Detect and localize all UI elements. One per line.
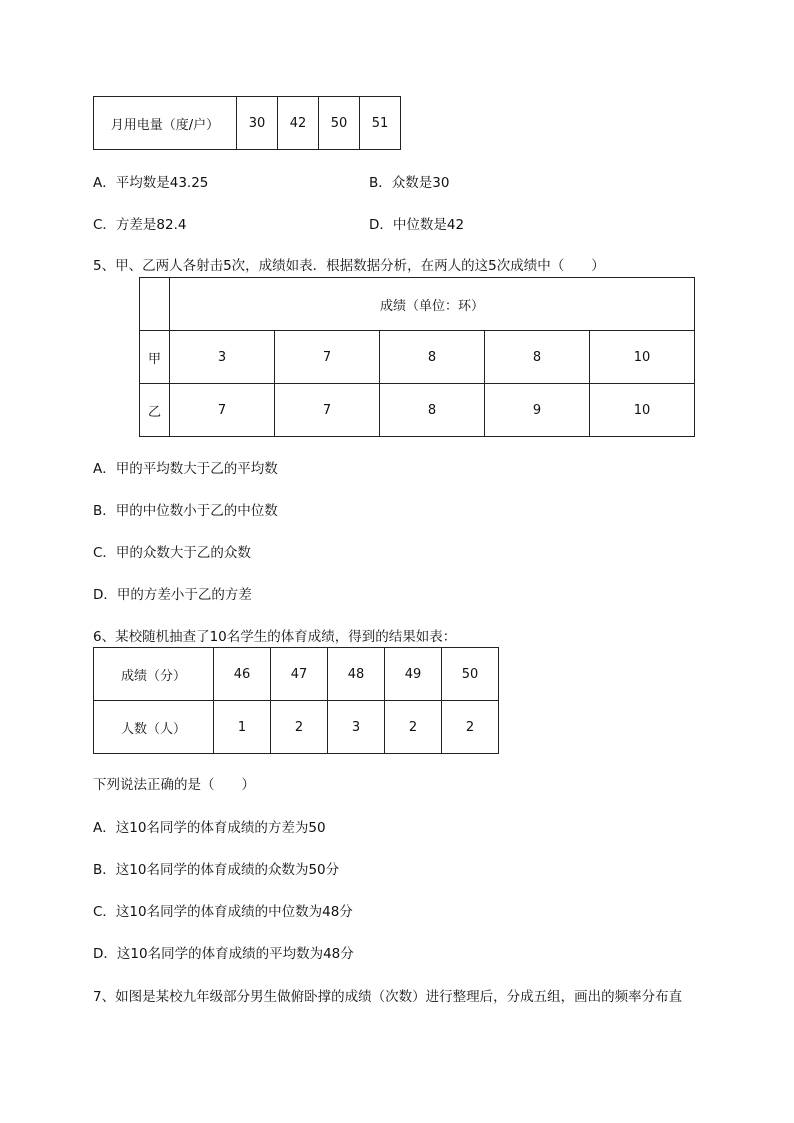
option-b: B．这10名同学的体育成绩的众数为50分 xyxy=(93,862,340,878)
question-6-prompt: 下列说法正确的是（ ） xyxy=(93,777,255,793)
row-label: 月用电量（度/户） xyxy=(94,97,237,150)
table-row xyxy=(140,331,695,384)
shooting-score-table xyxy=(139,277,695,437)
option-b: B．众数是30 xyxy=(369,175,450,191)
table-cell: 3 xyxy=(170,331,275,384)
electricity-table xyxy=(93,96,401,150)
table-row xyxy=(140,384,695,437)
table-header: 成绩（单位：环） xyxy=(170,278,695,331)
option-a: A．平均数是43.25 xyxy=(93,175,209,191)
table-row xyxy=(94,648,499,701)
table-cell: 8 xyxy=(380,384,485,437)
row-label: 甲 xyxy=(140,331,170,384)
table-cell: 46 xyxy=(214,648,271,701)
table-row xyxy=(94,701,499,754)
table-cell: 7 xyxy=(170,384,275,437)
question-5-stem: 5、甲、乙两人各射击5次，成绩如表．根据数据分析，在两人的这5次成绩中（ ） xyxy=(93,258,605,274)
table-cell: 50 xyxy=(442,648,499,701)
question-6-stem: 6、某校随机抽查了10名学生的体育成绩，得到的结果如表： xyxy=(93,629,457,645)
option-a: A．这10名同学的体育成绩的方差为50 xyxy=(93,820,326,836)
table-cell: 2 xyxy=(271,701,328,754)
table-cell: 8 xyxy=(380,331,485,384)
row-label: 乙 xyxy=(140,384,170,437)
table-row xyxy=(94,97,401,150)
table-cell: 7 xyxy=(275,331,380,384)
corner-cell xyxy=(140,278,170,331)
table-cell: 30 xyxy=(237,97,278,150)
option-c: C．甲的众数大于乙的众数 xyxy=(93,545,251,561)
question-7-stem: 7、如图是某校九年级部分男生做俯卧撑的成绩（次数）进行整理后，分成五组，画出的频率分布直 xyxy=(93,989,683,1005)
table-cell: 48 xyxy=(328,648,385,701)
table-cell: 50 xyxy=(319,97,360,150)
table-cell: 7 xyxy=(275,384,380,437)
option-d: D．中位数是42 xyxy=(369,217,465,233)
table-row xyxy=(140,278,695,331)
table-cell: 42 xyxy=(278,97,319,150)
option-a: A．甲的平均数大于乙的平均数 xyxy=(93,461,278,477)
option-d: D．这10名同学的体育成绩的平均数为48分 xyxy=(93,946,354,962)
table-cell: 10 xyxy=(590,331,695,384)
table-cell: 10 xyxy=(590,384,695,437)
row-label: 人数（人） xyxy=(94,701,214,754)
table-cell: 3 xyxy=(328,701,385,754)
table-cell: 49 xyxy=(385,648,442,701)
table-cell: 47 xyxy=(271,648,328,701)
table-cell: 51 xyxy=(360,97,401,150)
option-d: D．甲的方差小于乙的方差 xyxy=(93,587,252,603)
table-cell: 2 xyxy=(442,701,499,754)
table-cell: 8 xyxy=(485,331,590,384)
table-cell: 9 xyxy=(485,384,590,437)
option-c: C．这10名同学的体育成绩的中位数为48分 xyxy=(93,904,353,920)
option-c: C．方差是82.4 xyxy=(93,217,187,233)
table-cell: 2 xyxy=(385,701,442,754)
pe-score-table xyxy=(93,647,499,754)
option-b: B．甲的中位数小于乙的中位数 xyxy=(93,503,278,519)
table-cell: 1 xyxy=(214,701,271,754)
row-label: 成绩（分） xyxy=(94,648,214,701)
